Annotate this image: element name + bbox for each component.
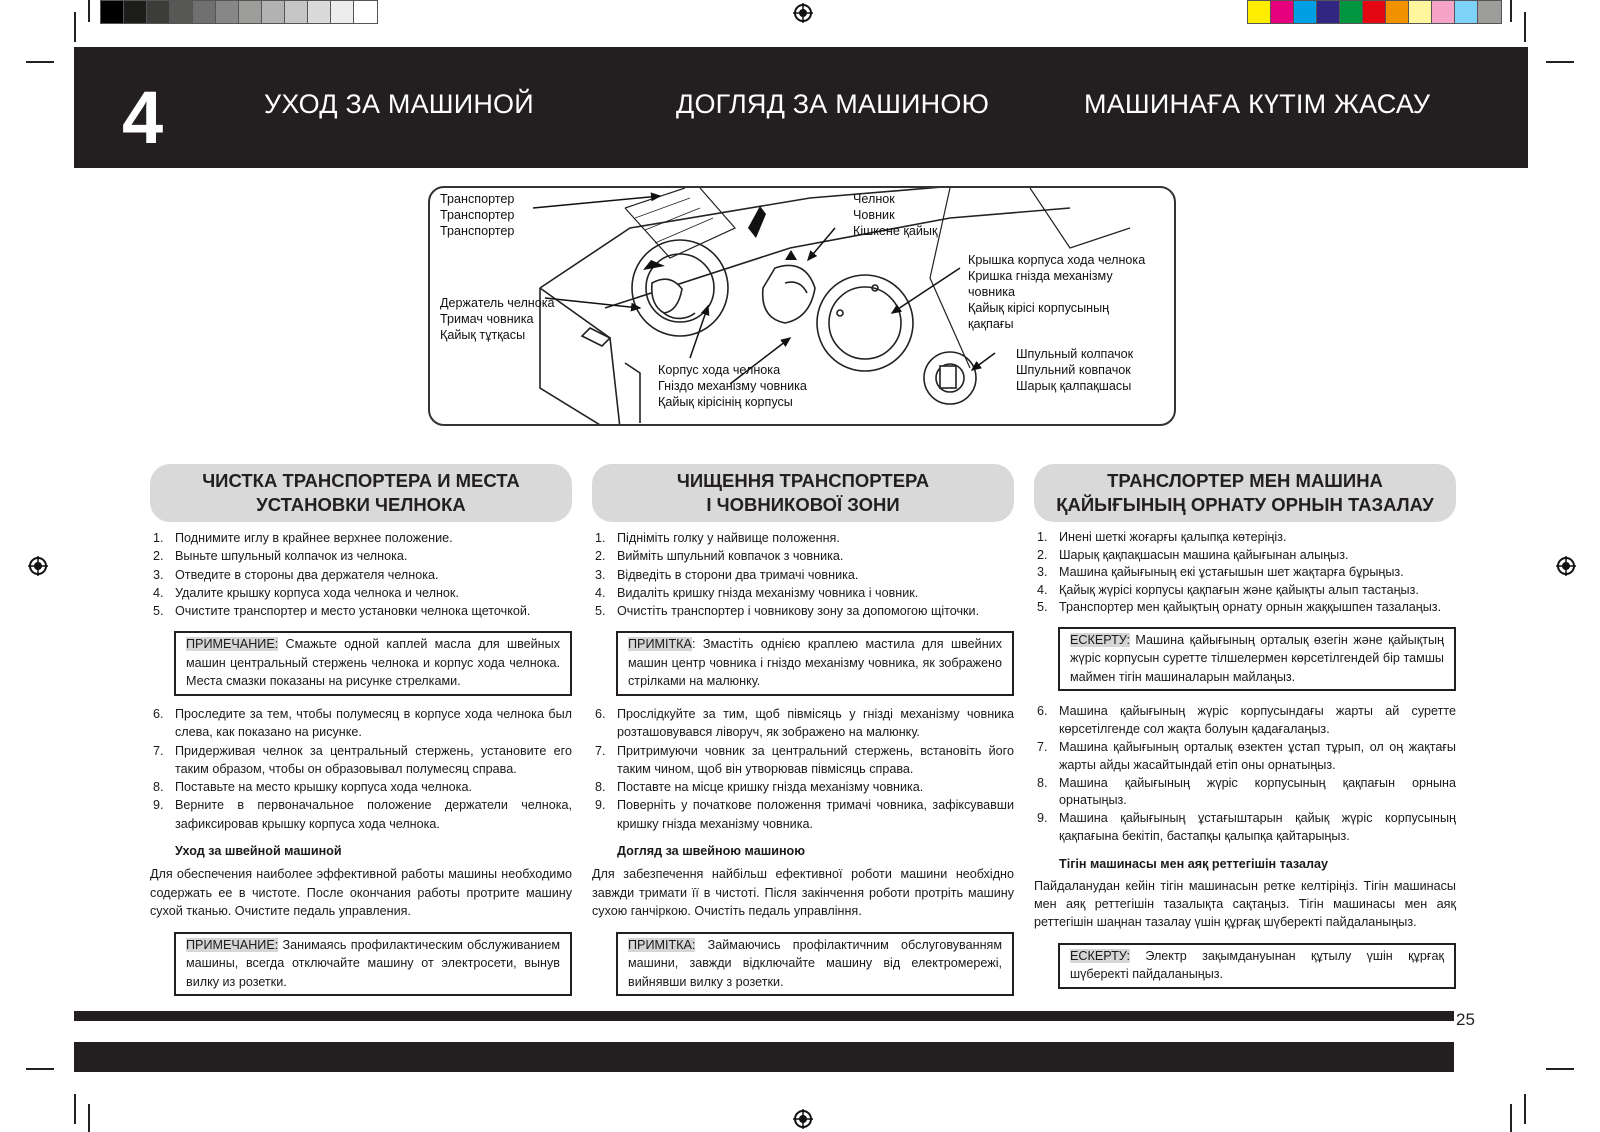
steps-list	[592, 705, 1014, 833]
step-item: 1. Підніміть голку у найвище положення.	[595, 531, 840, 545]
column-kk	[1034, 464, 1456, 989]
crop-mark	[1546, 1068, 1574, 1070]
color-swatch	[239, 1, 262, 23]
crop-mark	[74, 12, 76, 42]
note-box: ЕСКЕРТУ: Электр зақымдануынан құтылу үшін құрғақ шүберекті пайдаланыңыз.	[1058, 943, 1456, 989]
step-item: 1. Инені шеткі жоғарғы қалыпқа көтеріңіз.	[1037, 530, 1287, 544]
paragraph: Пайдаланудан кейін тігін машинасын ретке келтіріңіз. Тігін машинасы мен аяқ реттегішін тазалықта сақтаңыз. Тігін машинасы мен аяқ реттегішін шаңнан тазалау үшін құрғақ шүберекті пайдаланыңыз.	[1034, 878, 1456, 929]
chapter-title-ru: УХОД ЗА МАШИНОЙ	[264, 89, 534, 119]
section-title: ЧИЩЕННЯ ТРАНСПОРТЕРА І ЧОВНИКОВОЇ ЗОНИ	[592, 464, 1014, 522]
color-swatch	[331, 1, 354, 23]
steps-list	[150, 705, 572, 833]
color-swatch	[354, 1, 377, 23]
chapter-number: 4	[122, 76, 164, 159]
step-item: 9. Машина қайығының ұстағыштарын қайық жүріс корпусының қақпағына бекітіп, бастапқы қалыпқа қайтарыңыз.	[1037, 811, 1456, 844]
step-item: 4. Удалите крышку корпуса хода челнока и челнок.	[153, 585, 459, 600]
steps-list	[592, 529, 1014, 620]
step-item: 7. Притримуючи човник за центральний стержень, встановіть його таким чином, щоб він утворював півмісяць справа.	[595, 743, 1014, 776]
step-item: 6. Машина қайығының жүріс корпусындағы жарты ай суретте көрсетілгенде сол жақта болуын қадағалаңыз.	[1037, 704, 1456, 737]
step-item: 5. Очистите транспортер и место установки челнока щеточкой.	[153, 604, 531, 619]
step-item: 7. Машина қайығының орталық өзектен ұстап тұрып, ол оң жақтағы жарты айды жасайтындай етіп оны орнатыңыз.	[1037, 740, 1456, 772]
label-race-cover: Крышка корпуса хода челнока Кришка гнізда механізму човника Қайық кірісі корпусының қақпағы	[968, 253, 1146, 331]
footer-band	[74, 1042, 1454, 1072]
step-item: 2. Вийміть шпульний ковпачок з човника.	[595, 549, 844, 564]
step-item: 8. Поставте на місце кришку гнізда механізму човника.	[595, 780, 924, 795]
process-color-bar	[1247, 0, 1502, 24]
color-swatch	[1271, 1, 1294, 23]
note-box: ПРИМЕЧАНИЕ: Занимаясь профилактическим обслуживанием машины, всегда отключайте машину от электросети, вынув вилку из розетки.	[174, 932, 572, 997]
step-item: 6. Прослідкуйте за тим, щоб півмісяць у гнізді механізму човника розташовувався ліворуч, як зображено на малюнку.	[595, 706, 1014, 740]
steps-list	[150, 529, 572, 620]
step-item: 4. Қайық жүрісі корпусы қақпағын және қайықты алып тастаңыз.	[1037, 582, 1419, 597]
step-item: 4. Видаліть кришку гнізда механізму човника і човник.	[595, 585, 919, 600]
color-swatch	[1363, 1, 1386, 23]
note-keyword: ЕСКЕРТУ:	[1070, 632, 1130, 647]
label-bobbin-case: Шпульный колпачок Шпульний ковпачок Шарық қалпақшасы	[1016, 347, 1134, 393]
registration-mark-icon	[793, 1109, 813, 1129]
crop-mark	[1546, 61, 1574, 63]
color-swatch	[124, 1, 147, 23]
paragraph: Для обеспечения наиболее эффективной работы машины необходимо содержать ее в чистоте. После окончания работы протрите машину сухой тканью. Очистите педаль управления.	[150, 867, 572, 919]
step-item: 8. Поставьте на место крышку корпуса хода челнока.	[153, 780, 472, 795]
step-item: 2. Шарық қақпақшасын машина қайығынан алыңыз.	[1037, 547, 1349, 562]
step-item: 3. Машина қайығының екі ұстағышын шет жақтарға бұрыңыз.	[1037, 565, 1404, 580]
section-title: ТРАНСЛОРТЕР МЕН МАШИНА ҚАЙЫҒЫНЫҢ ОРНАТУ ОРНЫН ТАЗАЛАУ	[1034, 464, 1456, 522]
crop-mark	[1510, 0, 1512, 22]
note-keyword: ПРИМЕЧАНИЕ:	[186, 637, 279, 652]
grayscale-color-bar	[100, 0, 378, 24]
page-number: 25	[1456, 1010, 1475, 1029]
color-swatch	[170, 1, 193, 23]
note-box: ПРИМЕЧАНИЕ: Смажьте одной каплей масла для швейных машин центральный стержень челнока и корпус хода челнока. Места смазки показаны на рисунке стрелками.	[174, 631, 572, 696]
note-keyword: ПРИМІТКА:	[628, 937, 696, 952]
crop-mark	[74, 1094, 76, 1124]
crop-mark	[88, 0, 90, 22]
color-swatch	[147, 1, 170, 23]
color-swatch	[1340, 1, 1363, 23]
chapter-title-uk: ДОГЛЯД ЗА МАШИНОЮ	[676, 89, 990, 119]
section-title: ЧИСТКА ТРАНСПОРТЕРА И МЕСТА УСТАНОВКИ ЧЕЛНОКА	[150, 464, 572, 522]
label-shuttle: Челнок Човник Кішкене қайық	[853, 192, 938, 238]
crop-mark	[1510, 1104, 1512, 1132]
label-transporter: Транспортер Транспортер Транспортер	[440, 192, 515, 238]
registration-mark-icon	[1556, 556, 1576, 576]
registration-mark-icon	[793, 3, 813, 23]
color-swatch	[1317, 1, 1340, 23]
color-swatch	[285, 1, 308, 23]
color-swatch	[1409, 1, 1432, 23]
step-item: 5. Транспортер мен қайықтың орнату орнын жаққышпен тазалаңыз.	[1037, 600, 1442, 615]
crop-mark	[26, 61, 54, 63]
paragraph: Для забезпечення найбільш ефективної роботи машини необхідно завжди тримати її в чистоті. Після закінчення роботи протріть машину сухою ганчіркою. Очистіть педаль управління.	[592, 867, 1014, 919]
color-swatch	[1294, 1, 1317, 23]
color-swatch	[1386, 1, 1409, 23]
note-box: ПРИМІТКА: Змастіть однією краплею мастила для швейних машин центр човника і гніздо механізму човника, як зображено стрілками на малюнку.	[616, 631, 1014, 696]
note-keyword: ЕСКЕРТУ:	[1070, 948, 1130, 963]
step-item: 2. Выньте шпульный колпачок из челнока.	[153, 549, 408, 564]
color-swatch	[193, 1, 216, 23]
step-item: 1. Поднимите иглу в крайнее верхнее положение.	[153, 531, 453, 545]
color-swatch	[1455, 1, 1478, 23]
note-keyword: ПРИМЕЧАНИЕ:	[186, 937, 279, 952]
note-box: ПРИМІТКА: Займаючись профілактичним обслуговуванням машини, завжди відключайте машину від електромережі, вийнявши вилку з розетки.	[616, 932, 1014, 997]
crop-mark	[1524, 12, 1526, 42]
crop-mark	[1524, 1094, 1526, 1124]
footer-rule	[74, 1011, 1454, 1021]
registration-mark-icon	[28, 556, 48, 576]
subheading: Тігін машинасы мен аяқ реттегішін тазалау	[1059, 856, 1329, 871]
column-ru	[150, 464, 572, 996]
chapter-title-kk: МАШИНАҒА КҮТІМ ЖАСАУ	[1084, 89, 1431, 119]
crop-mark	[26, 1068, 54, 1070]
note-keyword: ПРИМІТКА	[628, 637, 692, 652]
color-swatch	[1432, 1, 1455, 23]
step-item: 3. Відведіть в сторони два тримачі човника.	[595, 567, 859, 582]
color-swatch	[216, 1, 239, 23]
shuttle-diagram	[428, 186, 1176, 426]
label-shuttle-race: Корпус хода челнока Гніздо механізму човника Қайық кірісінің корпусы	[658, 363, 807, 409]
step-item: 9. Верните в первоначальное положение держатели челнока, зафиксировав крышку корпуса хода челнока.	[153, 798, 572, 831]
steps-list	[1034, 529, 1456, 617]
step-item: 6. Проследите за тем, чтобы полумесяц в корпусе хода челнока был слева, как показано на рисунке.	[153, 706, 572, 740]
step-item: 8. Машина қайығының жүріс корпусының қақпағын орнына орнатыңыз.	[1037, 775, 1456, 808]
subheading: Уход за швейной машиной	[175, 844, 342, 859]
chapter-header	[74, 47, 1528, 168]
color-swatch	[101, 1, 124, 23]
subheading: Догляд за швейною машиною	[617, 844, 806, 859]
step-item: 9. Поверніть у початкове положення тримачі човника, зафіксувавши кришку гнізда механізму човника.	[595, 798, 1014, 831]
step-item: 3. Отведите в стороны два держателя челнока.	[153, 567, 439, 582]
crop-mark	[88, 1104, 90, 1132]
steps-list	[1034, 703, 1456, 845]
column-uk	[592, 464, 1014, 996]
color-swatch	[1248, 1, 1271, 23]
color-swatch	[308, 1, 331, 23]
label-shuttle-holder: Держатель челнока Тримач човника Қайық тұтқасы	[440, 296, 555, 342]
step-item: 7. Придерживая челнок за центральный стержень, установите его таким образом, чтобы он образовывал полумесяц справа.	[153, 743, 572, 776]
step-item: 5. Очистіть транспортер і човникову зону за допомогою щіточки.	[595, 604, 980, 619]
color-swatch	[262, 1, 285, 23]
color-swatch	[1478, 1, 1501, 23]
note-box: ЕСКЕРТУ: Машина қайығының орталық өзегін және қайықтың жүріс корпусын суретте тілшелермен көрсетілгендей бір тамшы маймен тігін машиналарын майлаңыз.	[1058, 627, 1456, 692]
